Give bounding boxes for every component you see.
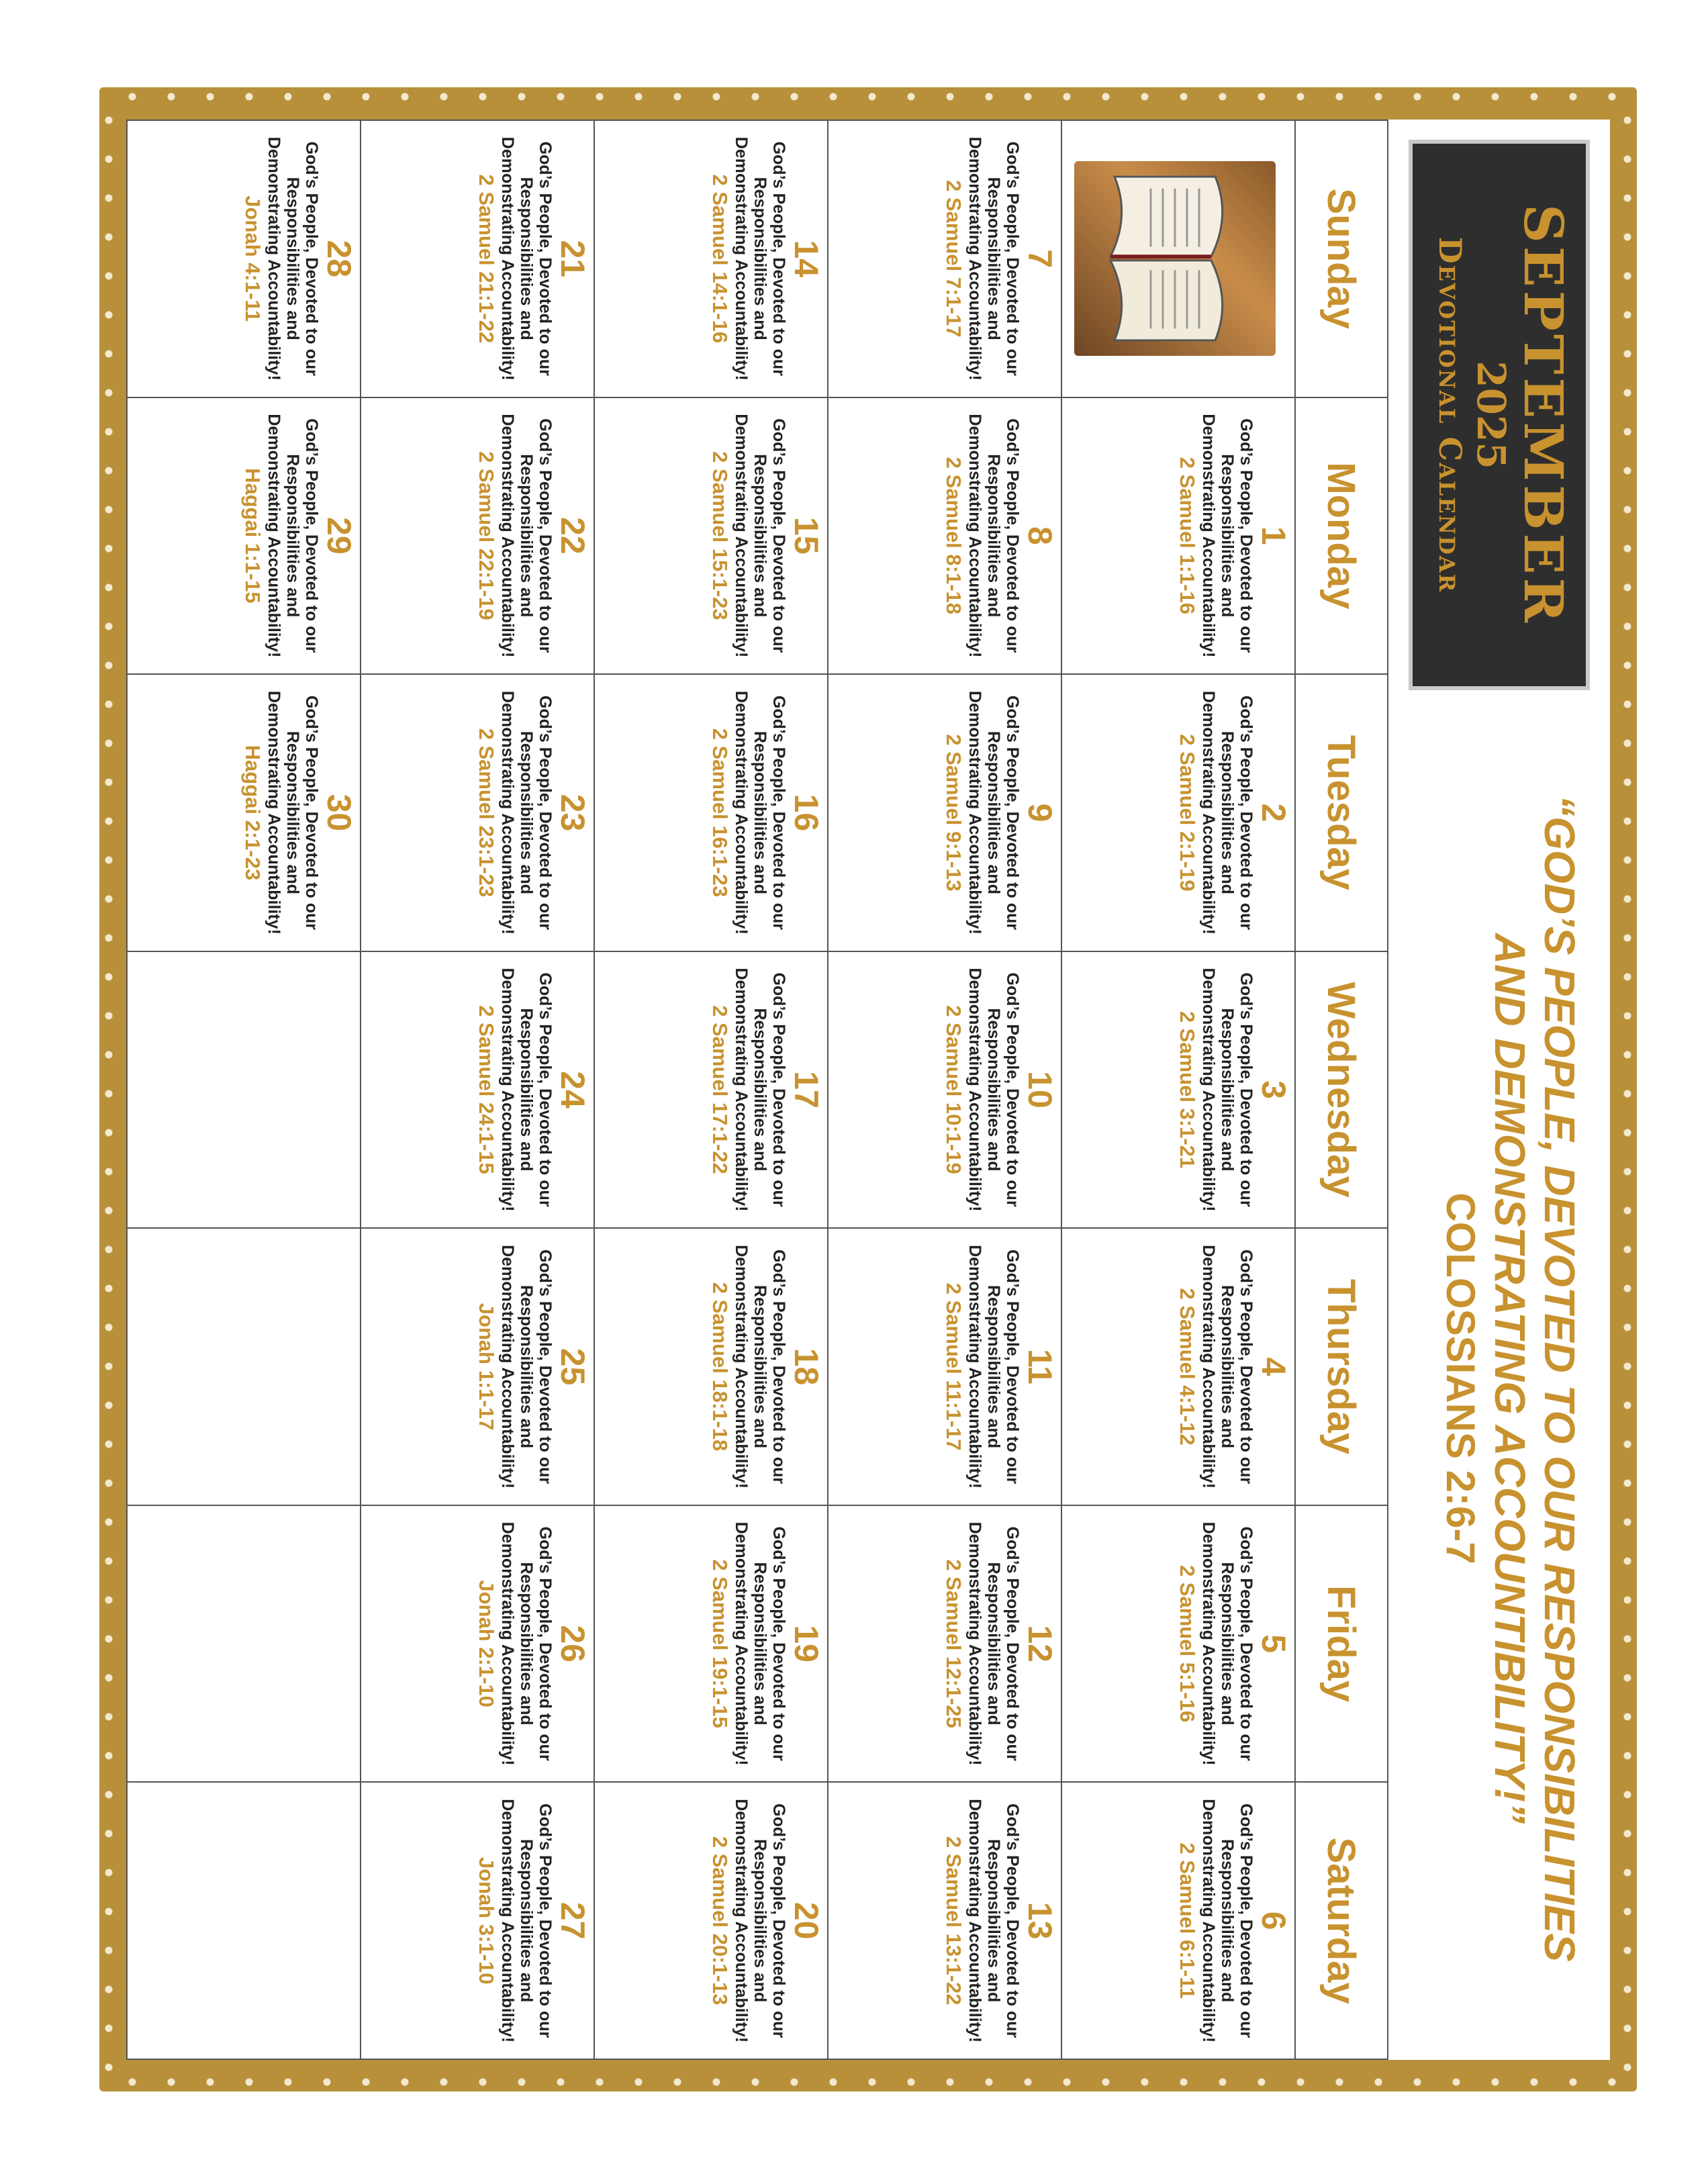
day-cell-empty <box>126 1229 360 1506</box>
scripture-reference: 2 Samuel 1:1-16 <box>1176 457 1199 615</box>
day-number: 28 <box>320 240 358 278</box>
devotional-text: God’s People, Devoted to our Responsibilities and Demonstrating Accountability! <box>1199 690 1255 935</box>
day-cell-7 <box>827 121 1061 398</box>
day-number: 16 <box>788 794 825 832</box>
day-cell-21 <box>360 121 594 398</box>
day-header-wednesday: Wednesday <box>1294 952 1387 1229</box>
day-cell-22 <box>360 398 594 675</box>
day-cell-empty <box>126 1783 360 2060</box>
scripture-reference: 2 Samuel 17:1-22 <box>708 1005 732 1174</box>
day-number: 10 <box>1021 1071 1059 1108</box>
devotional-text: God’s People, Devoted to our Responsibilities and Demonstrating Accountability! <box>732 1521 788 1766</box>
calendar-grid <box>126 120 1388 2060</box>
day-number: 17 <box>788 1071 825 1108</box>
day-header-sunday: Sunday <box>1294 121 1387 398</box>
devotional-text: God’s People, Devoted to our Responsibilities and Demonstrating Accountability! <box>965 414 1022 658</box>
scripture-reference: Jonah 2:1-10 <box>475 1580 498 1707</box>
day-cell-28 <box>126 121 360 398</box>
day-cell-19 <box>594 1506 827 1783</box>
day-number: 18 <box>788 1348 825 1386</box>
devotional-text: God’s People, Devoted to our Responsibilities and Demonstrating Accountability! <box>732 414 788 658</box>
scripture-reference: Jonah 4:1-11 <box>241 195 265 322</box>
devotional-text: God’s People, Devoted to our Responsibilities and Demonstrating Accountability! <box>498 968 555 1212</box>
scripture-reference: Haggai 2:1-23 <box>241 745 265 881</box>
scripture-reference: 2 Samuel 9:1-13 <box>942 734 965 892</box>
devotional-text: God’s People, Devoted to our Responsibilities and Demonstrating Accountability! <box>732 1799 788 2043</box>
day-number: 22 <box>554 517 591 555</box>
day-number: 24 <box>554 1071 591 1108</box>
day-number: 7 <box>1021 249 1059 269</box>
day-cell-20 <box>594 1783 827 2060</box>
scripture-reference: 2 Samuel 20:1-13 <box>708 1836 732 2006</box>
day-cell-17 <box>594 952 827 1229</box>
day-number: 14 <box>788 240 825 278</box>
day-cell-empty <box>126 1506 360 1783</box>
day-cell-14 <box>594 121 827 398</box>
devotional-text: God’s People, Devoted to our Responsibilities and Demonstrating Accountability! <box>265 136 321 381</box>
devotional-text: God’s People, Devoted to our Responsibilities and Demonstrating Accountability! <box>498 1521 555 1766</box>
theme-banner <box>1409 710 1590 2046</box>
day-number: 1 <box>1255 526 1292 545</box>
devotional-text: God’s People, Devoted to our Responsibilities and Demonstrating Accountability! <box>498 690 555 935</box>
devotional-text: God’s People, Devoted to our Responsibilities and Demonstrating Accountability! <box>732 968 788 1212</box>
scripture-reference: 2 Samuel 19:1-15 <box>708 1559 732 1728</box>
day-number: 8 <box>1021 526 1059 545</box>
scripture-reference: 2 Samuel 13:1-22 <box>942 1836 965 2006</box>
day-cell-15 <box>594 398 827 675</box>
title-box <box>1409 140 1590 690</box>
day-cell-27 <box>360 1783 594 2060</box>
devotional-text: God’s People, Devoted to our Responsibilities and Demonstrating Accountability! <box>965 968 1022 1212</box>
devotional-text: God’s People, Devoted to our Responsibilities and Demonstrating Accountability! <box>732 690 788 935</box>
scripture-reference: 2 Samuel 4:1-12 <box>1176 1288 1199 1446</box>
theme-line-1: “GOD’S PEOPLE, DEVOTED TO OUR RESPONSIBILITIES <box>1535 795 1584 1962</box>
day-cell-12 <box>827 1506 1061 1783</box>
day-cell-6 <box>1061 1783 1294 2060</box>
devotional-text: God’s People, Devoted to our Responsibilities and Demonstrating Accountability! <box>265 414 321 658</box>
scripture-reference: Jonah 3:1-10 <box>475 1856 498 1985</box>
day-cell-1 <box>1061 398 1294 675</box>
day-number: 13 <box>1021 1901 1059 1940</box>
day-number: 4 <box>1255 1357 1292 1376</box>
day-header-saturday: Saturday <box>1294 1783 1387 2060</box>
day-header-monday: Monday <box>1294 398 1387 675</box>
day-cell-25 <box>360 1229 594 1506</box>
calendar-sheet <box>126 120 1610 2060</box>
devotional-text: God’s People, Devoted to our Responsibilities and Demonstrating Accountability! <box>965 1521 1022 1766</box>
day-number: 27 <box>554 1901 591 1940</box>
devotional-text: God’s People, Devoted to our Responsibilities and Demonstrating Accountability! <box>1199 1799 1255 2043</box>
scripture-reference: 2 Samuel 5:1-16 <box>1176 1564 1199 1723</box>
day-cell-2 <box>1061 675 1294 952</box>
day-cell-10 <box>827 952 1061 1229</box>
devotional-text: God’s People, Devoted to our Responsibilities and Demonstrating Accountability! <box>265 690 321 935</box>
day-number: 21 <box>554 240 591 278</box>
devotional-text: God’s People, Devoted to our Responsibilities and Demonstrating Accountability! <box>965 1245 1022 1489</box>
devotional-text: God’s People, Devoted to our Responsibilities and Demonstrating Accountability! <box>965 1799 1022 2043</box>
day-number: 19 <box>788 1625 825 1662</box>
devotional-text: God’s People, Devoted to our Responsibilities and Demonstrating Accountability! <box>498 1245 555 1489</box>
day-cell-26 <box>360 1506 594 1783</box>
scripture-reference: 2 Samuel 18:1-18 <box>708 1282 732 1452</box>
title-month: SEPTEMBER <box>1512 203 1575 626</box>
day-number: 26 <box>554 1625 591 1662</box>
day-cell-5 <box>1061 1506 1294 1783</box>
scripture-reference: 2 Samuel 6:1-11 <box>1176 1842 1199 1999</box>
day-header-friday: Friday <box>1294 1506 1387 1783</box>
day-cell-8 <box>827 398 1061 675</box>
devotional-text: God’s People, Devoted to our Responsibilities and Demonstrating Accountability! <box>965 136 1022 381</box>
devotional-text: God’s People, Devoted to our Responsibilities and Demonstrating Accountability! <box>965 690 1022 935</box>
border-dots-bottom <box>113 2075 1623 2089</box>
day-cell-30 <box>126 675 360 952</box>
border-dots-top <box>113 90 1623 103</box>
scripture-reference: Haggai 1:1-15 <box>241 468 265 604</box>
open-bible-image <box>1074 161 1276 356</box>
devotional-text: God’s People, Devoted to our Responsibilities and Demonstrating Accountability! <box>498 414 555 658</box>
devotional-text: God’s People, Devoted to our Responsibilities and Demonstrating Accountability! <box>1199 1521 1255 1766</box>
scripture-reference: 2 Samuel 8:1-18 <box>942 457 965 615</box>
day-cell-9 <box>827 675 1061 952</box>
day-number: 3 <box>1255 1080 1292 1099</box>
border-dots-right <box>1621 101 1634 2078</box>
day-number: 5 <box>1255 1634 1292 1654</box>
scripture-reference: 2 Samuel 2:1-19 <box>1176 734 1199 892</box>
day-cell-24 <box>360 952 594 1229</box>
border-dots-left <box>102 101 115 2078</box>
scripture-reference: 2 Samuel 11:1-17 <box>942 1282 965 1451</box>
day-cell-29 <box>126 398 360 675</box>
day-number: 23 <box>554 794 591 832</box>
day-number: 6 <box>1255 1911 1292 1930</box>
devotional-text: God’s People, Devoted to our Responsibilities and Demonstrating Accountability! <box>732 136 788 381</box>
day-number: 11 <box>1021 1349 1059 1384</box>
devotional-text: God’s People, Devoted to our Responsibilities and Demonstrating Accountability! <box>498 136 555 381</box>
scripture-reference: 2 Samuel 24:1-15 <box>475 1005 498 1174</box>
scripture-reference: 2 Samuel 23:1-23 <box>475 728 498 898</box>
day-cell-16 <box>594 675 827 952</box>
devotional-text: God’s People, Devoted to our Responsibilities and Demonstrating Accountability! <box>498 1799 555 2043</box>
day-number: 20 <box>788 1901 825 1940</box>
devotional-text: God’s People, Devoted to our Responsibilities and Demonstrating Accountability! <box>732 1245 788 1489</box>
devotional-text: God’s People, Devoted to our Responsibilities and Demonstrating Accountability! <box>1199 414 1255 658</box>
theme-scripture-ref: COLOSSIANS 2:6-7 <box>1438 1192 1483 1564</box>
day-number: 2 <box>1255 803 1292 822</box>
day-number: 15 <box>788 517 825 555</box>
calendar-page <box>126 120 1610 2060</box>
title-year: 2025 <box>1468 361 1514 469</box>
day-cell-empty <box>126 952 360 1229</box>
day-number: 30 <box>320 794 358 832</box>
devotional-text: God’s People, Devoted to our Responsibilities and Demonstrating Accountability! <box>1199 968 1255 1212</box>
day-header-tuesday: Tuesday <box>1294 675 1387 952</box>
scripture-reference: 2 Samuel 7:1-17 <box>942 180 965 338</box>
day-number: 29 <box>320 517 358 555</box>
scripture-reference: 2 Samuel 14:1-16 <box>708 174 732 344</box>
day-cell-3 <box>1061 952 1294 1229</box>
day-number: 12 <box>1021 1625 1059 1662</box>
day-cell-11 <box>827 1229 1061 1506</box>
devotional-text: God’s People, Devoted to our Responsibilities and Demonstrating Accountability! <box>1199 1245 1255 1489</box>
scripture-reference: 2 Samuel 22:1-19 <box>475 451 498 620</box>
scripture-reference: 2 Samuel 21:1-22 <box>475 174 498 344</box>
scripture-reference: Jonah 1:1-17 <box>475 1303 498 1431</box>
scripture-reference: 2 Samuel 10:1-19 <box>942 1005 965 1174</box>
day-number: 25 <box>554 1348 591 1386</box>
day-cell-23 <box>360 675 594 952</box>
day-number: 9 <box>1021 803 1059 822</box>
scripture-reference: 2 Samuel 3:1-21 <box>1176 1010 1199 1169</box>
day-cell-13 <box>827 1783 1061 2060</box>
theme-line-2: AND DEMONSTRATING ACCOUNTIBILITY!” <box>1486 933 1534 1824</box>
scripture-reference: 2 Samuel 12:1-25 <box>942 1559 965 1728</box>
day-cell-empty <box>1061 121 1294 398</box>
day-cell-18 <box>594 1229 827 1506</box>
day-cell-4 <box>1061 1229 1294 1506</box>
day-header-thursday: Thursday <box>1294 1229 1387 1506</box>
scripture-reference: 2 Samuel 15:1-23 <box>708 451 732 620</box>
title-subtitle: Devotional Calendar <box>1432 236 1468 594</box>
scripture-reference: 2 Samuel 16:1-23 <box>708 728 732 898</box>
